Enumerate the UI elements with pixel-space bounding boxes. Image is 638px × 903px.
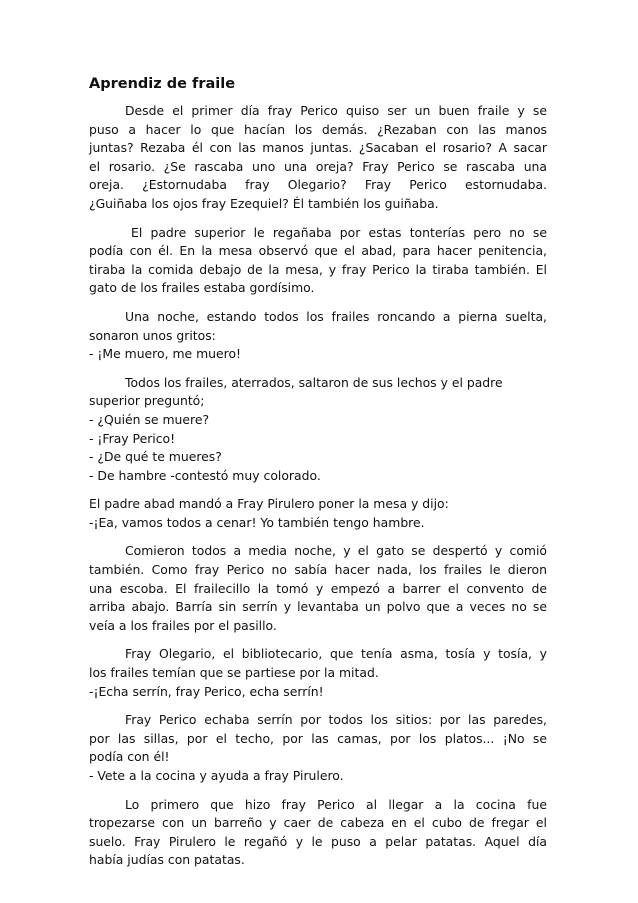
paragraph xyxy=(89,796,547,870)
paragraph-line: puso a hacer lo que hacían los demás. ¿Rezaban con las manos xyxy=(89,121,547,137)
paragraph-line: - De hambre -contestó muy colorado. xyxy=(89,467,321,483)
paragraph-line: superior preguntó; xyxy=(89,393,205,409)
paragraph xyxy=(89,374,547,486)
document-page xyxy=(89,74,547,880)
paragraph xyxy=(89,645,547,701)
paragraph-line: Lo primero que hizo fray Perico al llegar a la cocina fue xyxy=(125,796,547,812)
paragraph-line: - ¿De qué te mueres? xyxy=(89,449,222,465)
paragraph-line: los frailes temían que se partiese por la mitad. xyxy=(89,665,379,681)
paragraph-line: Una noche, estando todos los frailes roncando a pierna suelta, xyxy=(125,308,547,324)
paragraph-line: veía a los frailes por el pasillo. xyxy=(89,617,277,633)
paragraph xyxy=(89,308,547,364)
document-title: Aprendiz de fraile xyxy=(89,76,236,92)
paragraph-line: El padre superior le regañaba por estas tonterías pero no se xyxy=(131,224,547,240)
paragraph-line: tropezarse con un barreño y caer de cabeza en el cubo de fregar el xyxy=(89,815,547,831)
paragraph-line: oreja. ¿Estornudaba fray Olegario? Fray Perico estornudaba. xyxy=(89,177,547,193)
paragraph-line: también. Como fray Perico no sabía hacer nada, los frailes le dieron xyxy=(89,562,547,578)
paragraph-line: - ¡Me muero, me muero! xyxy=(89,346,242,362)
paragraph-line: el rosario. ¿Se rascaba uno una oreja? Fray Perico se rascaba una xyxy=(89,158,547,174)
paragraph-line: Desde el primer día fray Perico quiso ser un buen fraile y se xyxy=(125,103,547,118)
paragraph-line: una escoba. El frailecillo la tomó y empezó a barrer el convento de xyxy=(89,580,547,596)
paragraph xyxy=(89,711,547,785)
paragraph-line: ¿Guiñaba los ojos fray Ezequiel? Él también los guiñaba. xyxy=(89,195,439,211)
paragraph-line: - ¡Fray Perico! xyxy=(89,430,176,446)
paragraph-line: Todos los frailes, aterrados, saltaron de sus lechos y el padre xyxy=(125,374,503,390)
paragraph-line: por las sillas, por el techo, por las camas, por los platos... ¡No se xyxy=(89,730,547,746)
paragraph-line: - Vete a la cocina y ayuda a fray Pirulero. xyxy=(89,768,344,783)
paragraph-line: Fray Olegario, el bibliotecario, que tenía asma, tosía y tosía, y xyxy=(125,646,547,662)
paragraph-line: sonaron unos gritos: xyxy=(89,327,216,343)
paragraph-line: tiraba la comida debajo de la mesa, y fray Perico la tiraba también. El xyxy=(89,261,547,277)
paragraph-line: arriba abajo. Barría sin serrín y levantaba un polvo que a veces no se xyxy=(89,599,547,615)
paragraph-line: -¡Ea, vamos todos a cenar! Yo también tengo hambre. xyxy=(89,514,425,530)
paragraph-line: Comieron todos a media noche, y el gato se despertó y comió xyxy=(125,543,547,559)
paragraph-line: Fray Perico echaba serrín por todos los sitios: por las paredes, xyxy=(125,712,547,728)
document-body xyxy=(89,102,547,870)
paragraph-line: gato de los frailes estaba gordísimo. xyxy=(89,280,315,296)
paragraph-line: juntas? Rezaba él con las manos juntas. ¿Sacaban el rosario? A sacar xyxy=(89,140,547,156)
paragraph-line: El padre abad mandó a Fray Pirulero poner la mesa y dijo: xyxy=(89,496,449,512)
paragraph-line: podía con él. En la mesa observó que el abad, para hacer penitencia, xyxy=(89,243,547,259)
paragraph-line: suelo. Fray Pirulero le regañó y le puso a pelar patatas. Aquel día xyxy=(89,833,547,849)
paragraph xyxy=(89,542,547,635)
paragraph-line: -¡Echa serrín, fray Perico, echa serrín! xyxy=(89,683,324,699)
paragraph xyxy=(89,495,547,532)
paragraph-line: había judías con patatas. xyxy=(89,852,245,868)
paragraph xyxy=(89,102,547,214)
paragraph xyxy=(89,224,547,298)
paragraph-line: podía con él! xyxy=(89,749,170,765)
paragraph-line: - ¿Quién se muere? xyxy=(89,411,210,427)
